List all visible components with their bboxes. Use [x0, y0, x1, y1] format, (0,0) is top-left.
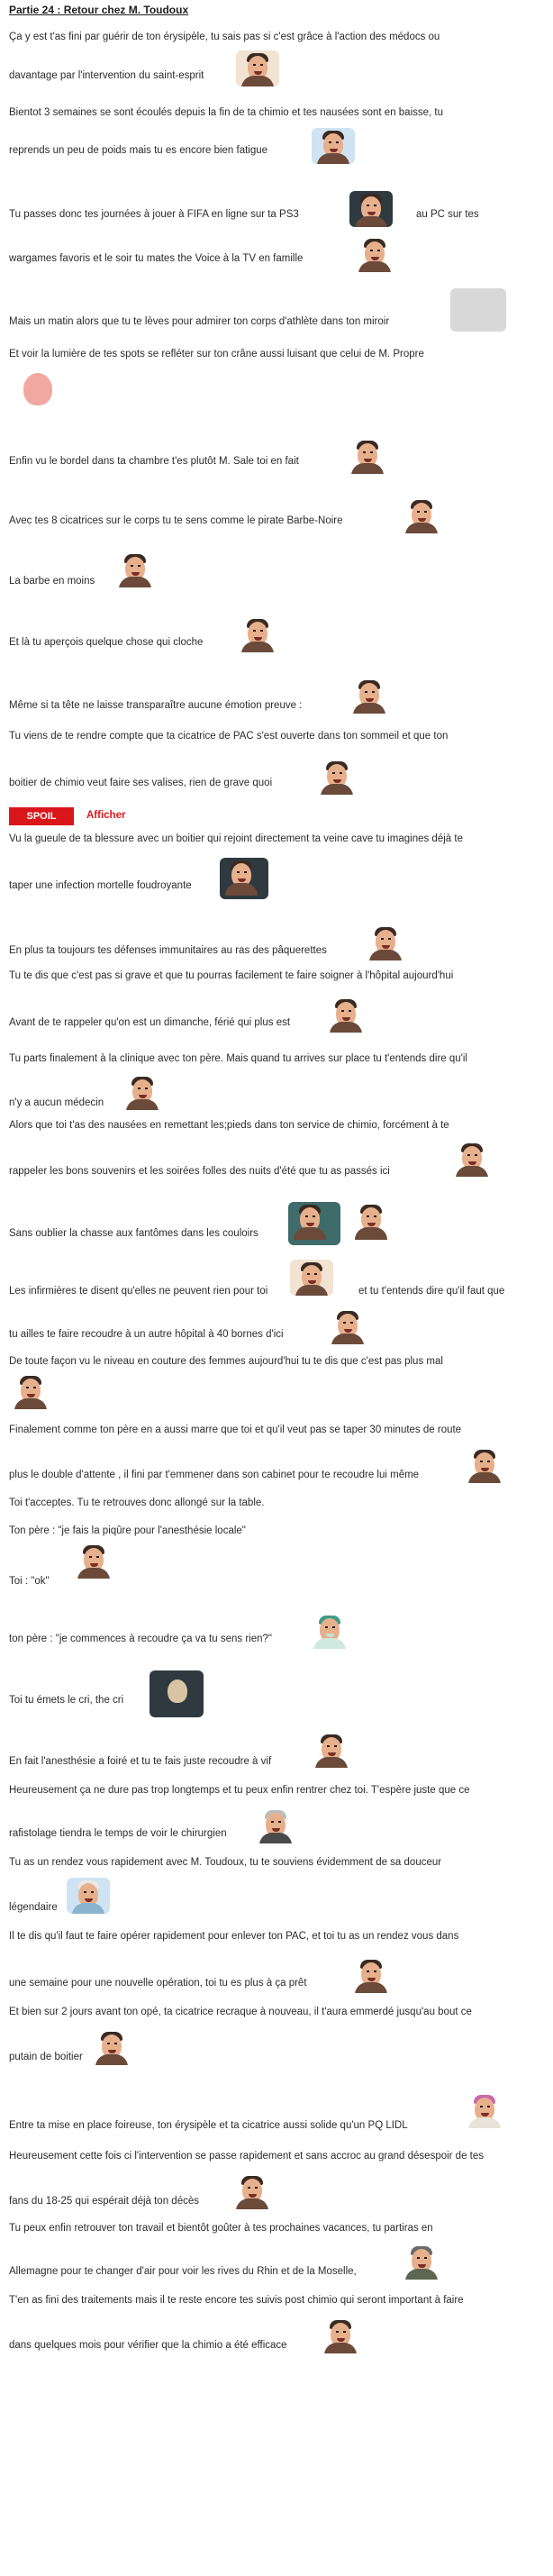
story-line: dans quelques mois pour vérifier que la chimio a été efficace	[9, 2340, 287, 2351]
risitas-side-sticker	[90, 2029, 133, 2065]
story-line: Alors que toi t'as des nausées en remettant les;pieds dans ton service de chimio, forcément à te	[9, 1120, 449, 1131]
story-line: De toute façon vu le niveau en couture des femmes aujourd'hui tu te dis que c'est pas plus mal	[9, 1356, 443, 1367]
singer-risitas-sticker	[353, 236, 396, 272]
story-line: Tu passes donc tes journées à jouer à FIFA en ligne sur ta PS3	[9, 209, 299, 220]
spoil-button[interactable]: SPOIL	[9, 807, 74, 825]
pope-sticker	[290, 1260, 333, 1296]
story-line: davantage par l'intervention du saint-esprit	[9, 70, 204, 81]
story-line: Avant de te rappeler qu'on est un dimanche, férié qui plus est	[9, 1017, 291, 1028]
crying-risitas-sticker	[364, 924, 407, 960]
story-line: Et bien sur 2 jours avant ton opé, ta cicatrice recraque à nouveau, il t'aura emmerdé jusqu'au bout ce	[9, 2007, 472, 2017]
risitas-smile-sticker	[315, 759, 358, 795]
story-line: Ça y est t'as fini par guérir de ton érysipèle, tu sais pas si c'est grâce à l'action des médocs ou	[9, 32, 440, 42]
risitas-facepalm-sticker	[324, 997, 367, 1033]
story-line: Toi t'acceptes. Tu te retrouves donc allongé sur la table.	[9, 1497, 265, 1508]
story-line: Sans oublier la chasse aux fantômes dans les couloirs	[9, 1228, 258, 1239]
story-line: boitier de chimio veut faire ses valises, rien de grave quoi	[9, 778, 273, 788]
story-line: fans du 18-25 qui espérait déjà ton décès	[9, 2196, 199, 2207]
story-line: Tu as un rendez vous rapidement avec M. Toudoux, tu te souviens évidemment de sa douceur	[9, 1857, 442, 1868]
tired-risitas-sticker	[312, 128, 355, 164]
page-title: Partie 24 : Retour chez M. Toudoux	[9, 4, 189, 16]
story-line: rafistolage tiendra le temps de voir le chirurgien	[9, 1828, 227, 1839]
arms-up-risitas-sticker-2	[121, 1074, 164, 1110]
mirror-statue-sticker	[450, 288, 506, 332]
story-line: La barbe en moins	[9, 576, 95, 587]
risitas-neutral-sticker	[348, 678, 391, 714]
ghost-hunters-sticker	[288, 1202, 340, 1245]
show-spoiler-link[interactable]: Afficher	[86, 810, 126, 821]
story-line: Heureusement cette fois ci l'intervention se passe rapidement et sans accroc au grand désespoir de tes	[9, 2151, 485, 2162]
surgeon-sticker	[308, 1613, 351, 1649]
story-line: Heureusement ça ne dure pas trop longtemps et tu peux enfin rentrer chez toi. T'espère juste que ce	[9, 1785, 470, 1796]
story-line: Tu viens de te rendre compte que ta cicatrice de PAC s'est ouverte dans ton sommeil et que ton	[9, 731, 449, 742]
story-line: En plus ta toujours tes défenses immunitaires au ras des pâquerettes	[9, 945, 327, 956]
story-line: et tu t'entends dire qu'il faut que	[358, 1286, 505, 1297]
worried-man-sticker	[220, 858, 268, 899]
bald-head-sticker	[18, 369, 58, 409]
arms-up-risitas-sticker-4	[310, 1732, 353, 1768]
story-line: Tu peux enfin retrouver ton travail et bientôt goûter à tes prochaines vacances, tu partiras en	[9, 2223, 433, 2234]
story-line: ton père : "je commences à recoudre ça va tu sens rien?"	[9, 1634, 272, 1644]
angry-surgeon-sticker	[67, 1878, 110, 1914]
risitas-smirk-sticker	[326, 1308, 369, 1344]
grey-hair-man-sticker	[254, 1807, 297, 1843]
story-line: putain de boitier	[9, 2052, 83, 2062]
ghost-hunters-sticker-2	[349, 1202, 396, 1245]
story-line: Bientot 3 semaines se sont écoulés depuis la fin de ta chimio et tes nausées sont en baisse, tu	[9, 107, 444, 118]
story-line: plus le double d'attente , il fini par t'emmener dans son cabinet pour te recoudre lui même	[9, 1470, 420, 1480]
story-line: tu ailles te faire recoudre à un autre hôpital à 40 bornes d'ici	[9, 1329, 284, 1340]
story-line: une semaine pour une nouvelle opération, toi tu es plus à ça prêt	[9, 1978, 307, 1989]
pirate-risitas-sticker	[400, 497, 443, 533]
story-line: Avec tes 8 cicatrices sur le corps tu te sens comme le pirate Barbe-Noire	[9, 515, 343, 526]
story-line: Mais un matin alors que tu te lèves pour admirer ton corps d'athlète dans ton miroir	[9, 316, 390, 327]
saint-esprit-risitas-sticker	[236, 50, 279, 86]
risitas-laughing-sticker	[346, 438, 389, 474]
german-officer-sticker	[400, 2244, 443, 2280]
scream-painting-sticker	[150, 1670, 204, 1717]
doctor-risitas-sticker	[463, 1447, 506, 1483]
arms-up-risitas-sticker	[113, 551, 157, 587]
story-line: Et voir la lumière de tes spots se refléter sur ton crâne aussi luisant que celui de M. Propre	[9, 349, 424, 360]
story-line: Tu parts finalement à la clinique avec ton père. Mais quand tu arrives sur place tu t'entends dire qu'il	[9, 1053, 467, 1064]
story-line: Finalement comme ton père en a aussi marre que toi et qu'il veut pas se taper 30 minutes de route	[9, 1425, 462, 1435]
story-line: Toi : "ok"	[9, 1576, 50, 1587]
risitas-laugh-head-sticker	[450, 1141, 494, 1177]
story-line: En fait l'anesthésie a foiré et tu te fais juste recoudre à vif	[9, 1756, 272, 1767]
gamer-risitas-sticker	[349, 191, 393, 227]
story-line: Même si ta tête ne laisse transparaître aucune émotion preuve :	[9, 700, 303, 711]
story-line: Ton père : "je fais la piqûre pour l'anesthésie locale"	[9, 1525, 246, 1536]
story-line: T'en as fini des traitements mais il te reste encore tes suivis post chimio qui seront important à faire	[9, 2295, 464, 2306]
story-line: rappeler les bons souvenirs et les soirées folles des nuits d'été que tu as passés ici	[9, 1166, 390, 1177]
story-line: Tu te dis que c'est pas si grave et que tu pourras facilement te faire soigner à l'hôpital aujourd'hui	[9, 970, 454, 981]
story-line: taper une infection mortelle foudroyante	[9, 880, 192, 891]
story-line: au PC sur tes	[416, 209, 479, 220]
story-line: Toi tu émets le cri, the cri	[9, 1695, 124, 1706]
risitas-ok-sticker	[72, 1543, 115, 1579]
risitas-laugh-sticker-2	[349, 1957, 393, 1993]
story-line: wargames favoris et le soir tu mates the Voice à la TV en famille	[9, 253, 304, 264]
story-line: n'y a aucun médecin	[9, 1097, 104, 1108]
story-line: Et là tu aperçois quelque chose qui cloche	[9, 637, 204, 648]
story-line: Vu la gueule de ta blessure avec un boitier qui rejoint directement ta veine cave tu imagines déjà te	[9, 833, 463, 844]
story-line: Enfin vu le bordel dans ta chambre t'es plutôt M. Sale toi en fait	[9, 456, 299, 467]
crying-risitas-sticker-2	[319, 2317, 362, 2353]
sad-man-sticker	[231, 2173, 274, 2209]
story-line: légendaire	[9, 1902, 58, 1913]
risitas-grin-sticker	[236, 616, 279, 652]
story-line: Il te dis qu'il faut te faire opérer rapidement pour enlever ton PAC, et toi tu as un rendez vous dans	[9, 1931, 459, 1942]
story-line: reprends un peu de poids mais tu es encore bien fatigue	[9, 145, 268, 156]
story-line: Entre ta mise en place foireuse, ton érysipèle et ta cicatrice aussi solide qu'un PQ LIDL	[9, 2120, 408, 2131]
lidl-dwarf-sticker	[463, 2092, 506, 2128]
arms-up-risitas-sticker-3	[9, 1373, 52, 1409]
story-line: Les infirmières te disent qu'elles ne peuvent rien pour toi	[9, 1286, 268, 1297]
story-line: Allemagne pour te changer d'air pour voir les rives du Rhin et de la Moselle,	[9, 2266, 357, 2277]
